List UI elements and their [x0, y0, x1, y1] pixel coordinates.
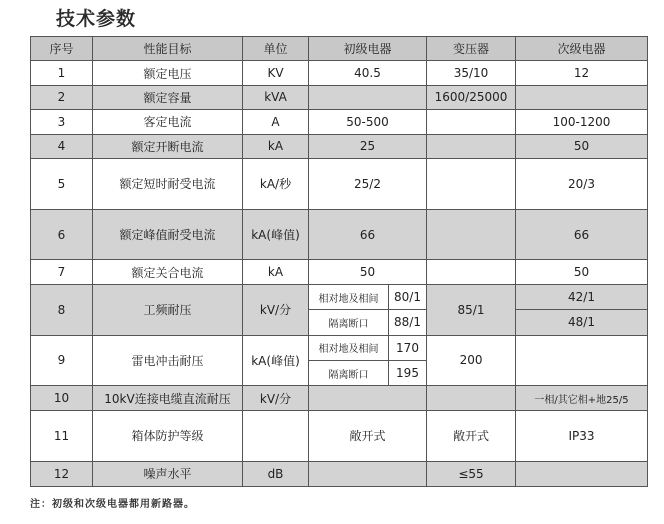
row-secondary	[516, 335, 648, 386]
header-no: 序号	[31, 37, 93, 61]
row-no: 1	[31, 61, 93, 85]
row-item: 额定关合电流	[93, 260, 243, 284]
row-secondary: 66	[516, 209, 648, 260]
row-unit: kVA	[243, 85, 309, 109]
row-unit: kV/分	[243, 386, 309, 410]
row-transformer: 敞开式	[427, 410, 516, 461]
row-item: 箱体防护等级	[93, 410, 243, 461]
row-no: 6	[31, 209, 93, 260]
row-primary: 50	[309, 260, 427, 284]
row-item: 10kV连接电缆直流耐压	[93, 386, 243, 410]
row-no: 9	[31, 335, 93, 386]
row-item: 额定开断电流	[93, 134, 243, 158]
row-unit: dB	[243, 461, 309, 486]
row-item: 额定电压	[93, 61, 243, 85]
header-transformer: 变压器	[427, 37, 516, 61]
row-unit: kA/秒	[243, 158, 309, 209]
sub-value: 88/1	[389, 310, 427, 335]
row-secondary: 50	[516, 134, 648, 158]
row-primary	[309, 386, 427, 410]
row-item: 噪声水平	[93, 461, 243, 486]
row-primary: 50-500	[309, 110, 427, 134]
table-row	[31, 335, 648, 360]
row-item: 客定电流	[93, 110, 243, 134]
row-no: 10	[31, 386, 93, 410]
row-unit: kA(峰值)	[243, 209, 309, 260]
table-row	[31, 134, 648, 158]
row-secondary	[516, 461, 648, 486]
row-primary	[309, 85, 427, 109]
row-secondary: 一相/其它相+地25/5	[516, 386, 648, 410]
table-row	[31, 110, 648, 134]
header-row	[31, 37, 648, 61]
table-row	[31, 61, 648, 85]
row-no: 11	[31, 410, 93, 461]
row-unit: kA	[243, 134, 309, 158]
table-row	[31, 284, 648, 309]
row-transformer	[427, 158, 516, 209]
sub-label: 相对地及相间	[309, 284, 389, 309]
row-transformer: 200	[427, 335, 516, 386]
row-primary: 66	[309, 209, 427, 260]
sub-label: 隔离断口	[309, 360, 389, 385]
row-primary: 25/2	[309, 158, 427, 209]
row-no: 12	[31, 461, 93, 486]
row-transformer	[427, 110, 516, 134]
row-item: 额定短时耐受电流	[93, 158, 243, 209]
sub-value: 195	[389, 360, 427, 385]
row-secondary: 50	[516, 260, 648, 284]
table-row	[31, 410, 648, 461]
row-primary	[309, 461, 427, 486]
row-unit: kA(峰值)	[243, 335, 309, 386]
page-title: 技术参数	[56, 8, 137, 30]
table-row	[31, 85, 648, 109]
row-secondary: IP33	[516, 410, 648, 461]
row-transformer: 85/1	[427, 284, 516, 335]
row-transformer: ≤55	[427, 461, 516, 486]
header-primary: 初级电器	[309, 37, 427, 61]
row-no: 3	[31, 110, 93, 134]
row-transformer: 35/10	[427, 61, 516, 85]
table-row	[31, 461, 648, 486]
row-secondary	[516, 85, 648, 109]
row-unit: kV/分	[243, 284, 309, 335]
header-secondary: 次级电器	[516, 37, 648, 61]
row-secondary: 42/1	[516, 284, 648, 309]
row-transformer	[427, 134, 516, 158]
row-unit: KV	[243, 61, 309, 85]
header-unit: 单位	[243, 37, 309, 61]
row-item: 雷电冲击耐压	[93, 335, 243, 386]
row-no: 2	[31, 85, 93, 109]
row-item: 工频耐压	[93, 284, 243, 335]
row-secondary: 20/3	[516, 158, 648, 209]
header-item: 性能目标	[93, 37, 243, 61]
table-row	[31, 386, 648, 410]
row-unit: A	[243, 110, 309, 134]
row-no: 5	[31, 158, 93, 209]
row-secondary: 48/1	[516, 310, 648, 335]
row-transformer	[427, 209, 516, 260]
row-primary: 敞开式	[309, 410, 427, 461]
row-primary: 40.5	[309, 61, 427, 85]
row-no: 8	[31, 284, 93, 335]
row-transformer	[427, 386, 516, 410]
row-item: 额定容量	[93, 85, 243, 109]
sub-value: 170	[389, 335, 427, 360]
table-row	[31, 260, 648, 284]
sub-label: 隔离断口	[309, 310, 389, 335]
row-transformer: 1600/25000	[427, 85, 516, 109]
row-transformer	[427, 260, 516, 284]
row-secondary: 12	[516, 61, 648, 85]
row-no: 7	[31, 260, 93, 284]
sub-label: 相对地及相间	[309, 335, 389, 360]
spec-table	[30, 36, 648, 487]
row-secondary: 100-1200	[516, 110, 648, 134]
row-unit	[243, 410, 309, 461]
sub-value: 80/1	[389, 284, 427, 309]
row-item: 额定峰值耐受电流	[93, 209, 243, 260]
table-row	[31, 209, 648, 260]
footnote: 注：初级和次级电器都用新路器。	[30, 499, 195, 510]
row-primary: 25	[309, 134, 427, 158]
row-no: 4	[31, 134, 93, 158]
table-row	[31, 158, 648, 209]
row-unit: kA	[243, 260, 309, 284]
